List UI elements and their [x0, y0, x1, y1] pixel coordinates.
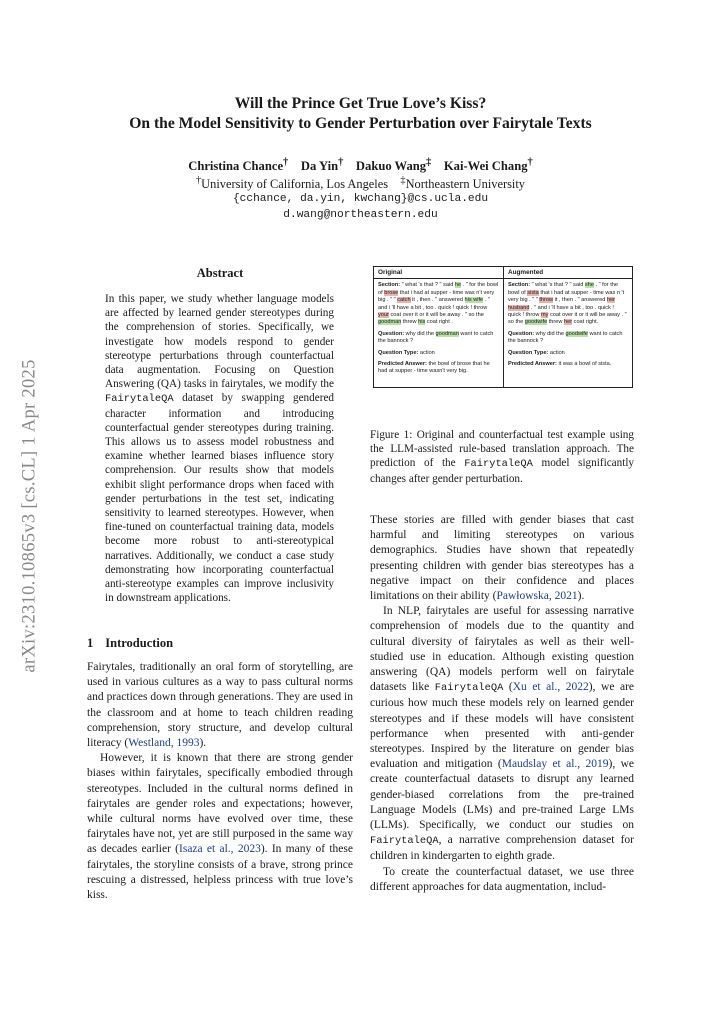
- author-list: [0, 157, 721, 174]
- title-line-2: On the Model Sensitivity to Gender Perturbation over Fairytale Texts: [129, 115, 592, 132]
- abstract-body: In this paper, we study whether language models are affected by learned gender stereotypes during the comprehension of stories. Specifically, we investigate how models respond to gender stereotype perturbations through counterfactual data augmentation. Focusing on Question Answering (QA) tasks in fairytales, we modify the FairytaleQA dataset by swapping gendered character information and introducing counterfactual gender stereotypes during training. This allows us to assess model robustness and examine whether learned biases influence story comprehension. Our results show that models exhibit slight performance drops when faced with gender perturbations in the test set, indicating sensitivity to learned stereotypes. However, when fine-tuned on counterfactual training data, models become more robust to anti-stereotypical narratives. Additionally, we conduct a case study demonstrating how incorporating counterfactual anti-stereotype examples can improve inclusivity in downstream applications.: [105, 293, 334, 605]
- affiliations: †University of California, Los Angeles ‡Northeastern University: [196, 175, 525, 192]
- email-line-1: {cchance, da.yin, kwchang}@cs.ucla.edu: [232, 193, 489, 205]
- arxiv-identifier: arXiv:2310.10865v3 [cs.CL] 1 Apr 2025: [19, 359, 40, 673]
- author: Kai-Wei Chang†: [443, 157, 533, 174]
- figure-caption: Figure 1: Original and counterfactual test example using the LLM-assisted rule-based translation approach. The prediction of the FairytaleQA model significantly changes after gender perturbation.: [370, 429, 635, 485]
- citation-link[interactable]: Westland, 1993: [128, 737, 200, 750]
- email-line-2: d.wang@northeastern.edu: [283, 209, 438, 221]
- figure-original-question-type: Question Type: action: [378, 349, 435, 356]
- citation-link[interactable]: Isaza et al., 2023: [179, 843, 261, 856]
- citation-link[interactable]: Pawłowska, 2021: [496, 590, 578, 603]
- paragraph: To create the counterfactual dataset, we use three different approaches for data augmentation, includ-: [370, 865, 634, 893]
- author: Dakuo Wang‡: [355, 157, 432, 174]
- figure-augmented-question-type: Question Type: action: [508, 349, 565, 356]
- citation-link[interactable]: Xu et al., 2022: [512, 681, 589, 694]
- citation-link[interactable]: Maudslay et al., 2019: [501, 758, 609, 771]
- figure-original-section: Section: " what 's that ? " said he . " for the bowl of brose that i had at supper - time was n't very big . " " catch it , then . " answered his wife . " and i 'll have a bit , too . quick ! quick ! throw your coat over it or it will be away . " so the goodman threw his coat right .: [378, 282, 499, 326]
- figure-original-heading: Original: [374, 269, 503, 279]
- paragraph: Fairytales, traditionally an oral form of storytelling, are used in various cultures as a way to pass cultural norms and practices down through generations. They are used in the classroom and at home to teach children reading comprehension, story structure, and develop cultural literacy (Westland, 1993).: [87, 661, 353, 750]
- author: Da Yin†: [300, 157, 344, 174]
- figure-augmented-heading: Augmented: [504, 269, 632, 279]
- paragraph: In NLP, fairytales are useful for assessing narrative comprehension of models due to the quantity and cultural diversity of fairytales as well as their well-studied use in education. Although existing question answering (QA) models perform well on fairytale datasets like FairytaleQA (Xu et al., 2022), we are curious how much these models rely on learned gender stereotypes and if these models will have consistent performance when presented with anti-gender stereotypes. Inspired by the literature on gender bias evaluation and mitigation (Maudslay et al., 2019), we create counterfactual datasets to disrupt any learned gender-biased correlations from the pre-trained Language Models (LMs) and pre-trained Large LMs (LLMs). Specifically, we conduct our studies on FairytaleQA, a narrative comprehension dataset for children in kindergarten to eighth grade.: [370, 605, 635, 863]
- paper-title: [0, 94, 721, 134]
- introduction-left-column: [87, 660, 353, 903]
- figure-augmented-section: Section: " what 's that ? " said she . " for the bowl of sista that i had at supper - time was n 't very big . " " throw it , then . " answered her husband . " and i 'll have a bit , too . quick ! quick ! throw my coat over it or it will be away . " so the goodwife threw her coat right.: [508, 282, 627, 326]
- figure-1: [373, 266, 633, 388]
- figure-original-answer: Predicted Answer: the bowl of brose that he had at supper - time wasn't very big.: [378, 361, 490, 375]
- paragraph: However, it is known that there are strong gender biases within fairytales, specifically embodied through stereotypes. Included in the cultural norms defined in fairytales are gender roles and expectations; however, while cultural norms have evolved over time, these fairytales have not, yet are still purposed in the same way as decades earlier (Isaza et al., 2023). In many of these fairytales, the storyline consists of a brave, strong prince rescuing a distressed, helpless princess with true love’s kiss.: [87, 752, 353, 902]
- introduction-right-column: [370, 513, 634, 895]
- paragraph: These stories are filled with gender biases that cast harmful and limiting stereotypes on various demographics. Studies have shown that repeatedly presenting children with gender bias stereotypes has a negative impact on their confidence and places limitations on their ability (Pawłowska, 2021).: [370, 514, 634, 603]
- figure-original-panel: [374, 267, 503, 387]
- section-heading-introduction: 1 Introduction: [87, 636, 174, 650]
- figure-original-question: Question: why did the goodman want to catch the bannock ?: [378, 330, 494, 345]
- author: Christina Chance†: [188, 157, 289, 174]
- abstract-heading: Abstract: [196, 266, 244, 280]
- title-line-1: Will the Prince Get True Love’s Kiss?: [234, 95, 487, 112]
- figure-augmented-answer: Predicted Answer: it was a bowl of sista.: [508, 361, 612, 368]
- figure-augmented-question: Question: why did the goodwife want to catch the bannock ?: [508, 330, 623, 345]
- figure-augmented-panel: [503, 267, 632, 387]
